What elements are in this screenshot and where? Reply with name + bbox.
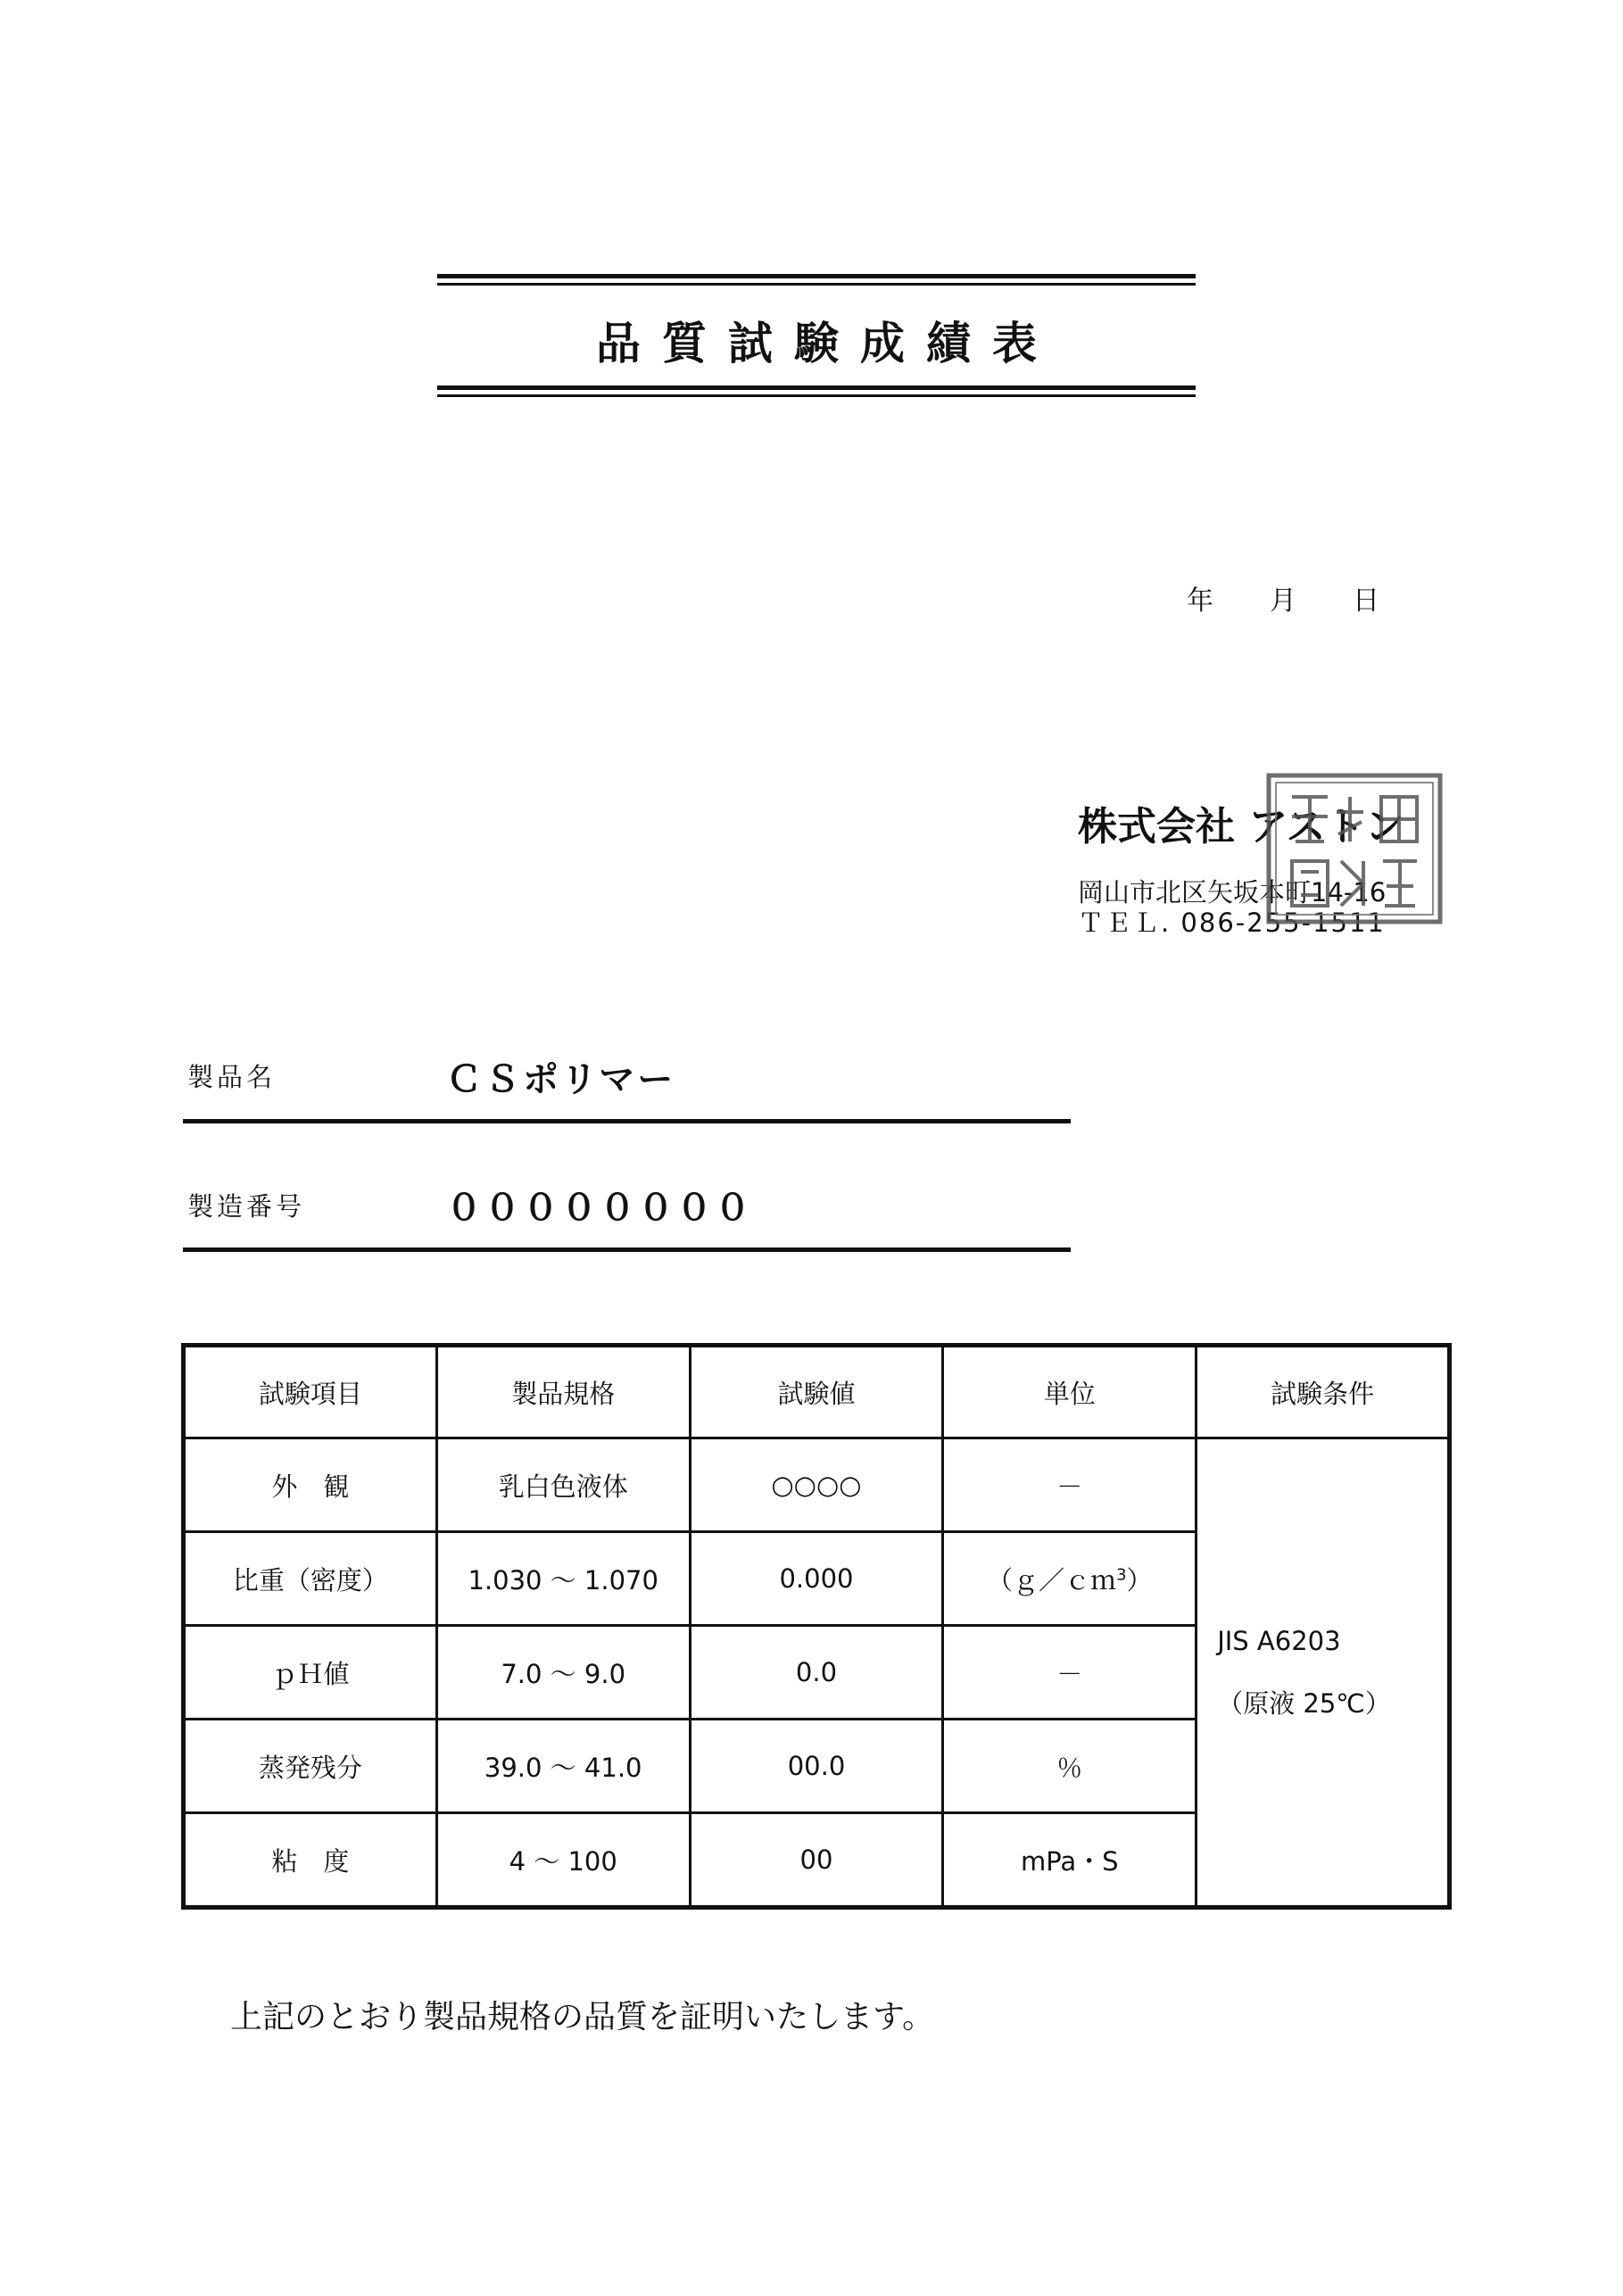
cell-spec: 7.0 ～ 9.0	[436, 1626, 690, 1720]
cell-unit: －	[943, 1438, 1197, 1532]
unit-text: （ｇ／ｃｍ	[987, 1564, 1117, 1596]
date-year-label: 年	[1187, 585, 1213, 617]
table-row	[184, 1438, 1450, 1532]
cell-spec: 1.030 ～ 1.070	[436, 1532, 690, 1626]
cell-item: 外 観	[184, 1438, 437, 1532]
cell-spec: 39.0 ～ 41.0	[436, 1720, 690, 1813]
cell-item: 蒸発残分	[184, 1720, 437, 1813]
cell-item: ｐＨ値	[184, 1626, 437, 1720]
product-name-rule	[183, 1119, 1071, 1123]
closing-statement: 上記のとおり製品規格の品質を証明いたします。	[230, 1999, 935, 2035]
date-month-label: 月	[1270, 585, 1296, 617]
cell-unit	[943, 1532, 1197, 1626]
cell-unit: ％	[943, 1720, 1197, 1813]
cell-value: 00.0	[690, 1720, 943, 1813]
document-title: 品質試験成績表	[596, 318, 1058, 369]
lot-number-value: ００００００００	[446, 1188, 753, 1229]
unit-superscript: 3	[1116, 1564, 1127, 1584]
cell-spec: 乳白色液体	[436, 1438, 690, 1532]
header-test-value: 試験値	[690, 1346, 943, 1438]
header-spec: 製品規格	[436, 1346, 690, 1438]
cell-value: ○○○○	[690, 1438, 943, 1532]
condition-detail: （原液 25℃）	[1217, 1688, 1391, 1719]
cell-item: 粘 度	[184, 1813, 437, 1908]
date-day-label: 日	[1353, 585, 1379, 617]
unit-close: ）	[1126, 1564, 1153, 1596]
header-test-item: 試験項目	[184, 1346, 437, 1438]
title-rule-bottom	[437, 385, 1196, 397]
company-tel: ＴＥＬ. 086-255-1511	[1078, 908, 1386, 938]
lot-number-rule	[183, 1247, 1071, 1252]
product-name-label: 製品名	[187, 1062, 277, 1092]
product-name-value: ＣＳポリマー	[446, 1059, 676, 1100]
cell-value: 00	[690, 1813, 943, 1908]
table-header-row	[184, 1346, 1450, 1438]
company-seal	[1265, 772, 1444, 925]
cell-value: 0.0	[690, 1626, 943, 1720]
cell-unit: mPa・S	[943, 1813, 1197, 1908]
company-name: 株式会社 アストン	[1078, 804, 1404, 850]
spec-table	[181, 1343, 1452, 1910]
header-unit: 単位	[943, 1346, 1197, 1438]
lot-number-label: 製造番号	[187, 1191, 306, 1222]
header-condition: 試験条件	[1197, 1346, 1450, 1438]
cell-condition	[1197, 1438, 1450, 1908]
cell-item: 比重（密度）	[184, 1532, 437, 1626]
title-rule-top	[437, 274, 1196, 286]
cell-spec: 4 ～ 100	[436, 1813, 690, 1908]
company-address: 岡山市北区矢坂本町14-16	[1078, 877, 1387, 908]
cell-unit: －	[943, 1626, 1197, 1720]
cell-value: 0.000	[690, 1532, 943, 1626]
condition-standard: JIS A6203	[1217, 1626, 1341, 1656]
